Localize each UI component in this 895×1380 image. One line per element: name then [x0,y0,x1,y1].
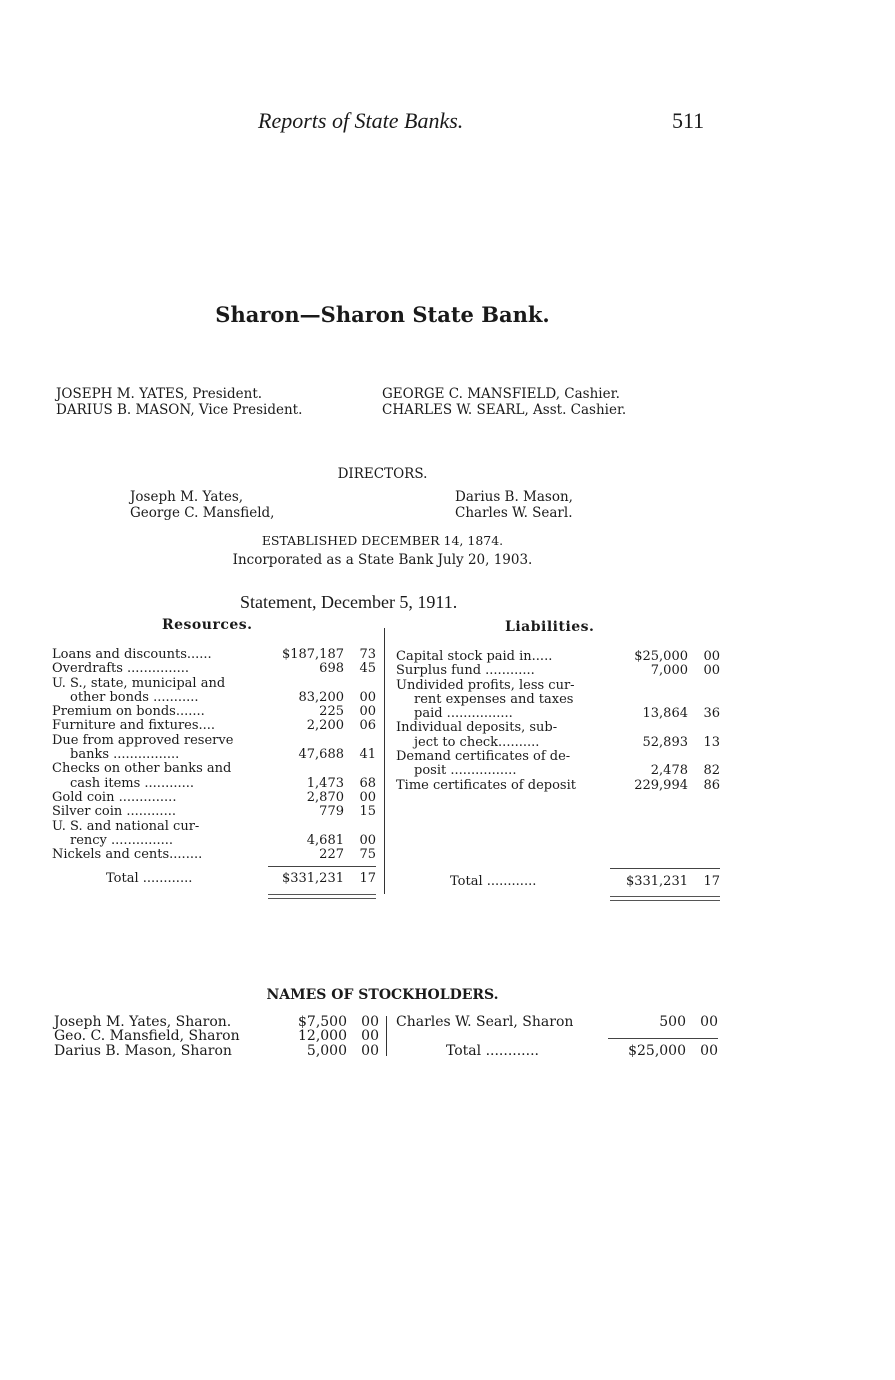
resource-row-cents: 06 [359,718,376,734]
resource-row-cents: 75 [359,847,376,863]
liability-row-label: Surplus fund ............ [396,663,535,679]
resource-row-cents: 00 [359,789,376,805]
resource-row [52,691,376,705]
resource-row-label: banks ................ [70,747,180,763]
stockholder-row-dollars: 500 [659,1014,686,1030]
resource-row-dollars: 2,200 [306,718,344,734]
liabilities-total-rule [610,868,720,869]
liabilities-table [396,650,720,793]
resource-row [52,805,376,819]
liability-row-cents: 36 [703,706,720,722]
resource-row-label: Checks on other banks and [52,761,232,777]
total-dollars: $331,231 [625,874,688,889]
resource-row-cents: 00 [359,689,376,705]
officer-vice-president: DARIUS B. MASON, Vice President. [56,402,303,418]
stockholder-row-label: Charles W. Searl, Sharon [396,1014,574,1030]
liability-row-label: paid ................ [414,706,513,722]
stockholder-row-cents: 00 [700,1014,718,1030]
resource-row-cents: 00 [359,832,376,848]
resource-row-dollars: 83,200 [298,689,344,705]
liabilities-heading: Liabilities. [505,619,595,635]
liability-row [396,664,720,678]
resource-row-dollars: 227 [319,847,344,863]
stockholder-row [54,1015,379,1029]
resource-row-dollars: 4,681 [306,832,344,848]
liability-row-cents: 00 [703,663,720,679]
statement-title: Statement, December 5, 1911. [240,592,458,612]
resource-row-label: cash items ............ [70,775,195,791]
resource-row [52,677,376,691]
total-dollars: $331,231 [281,871,344,886]
stockholder-row-dollars: 12,000 [298,1028,347,1045]
resource-row-cents: 41 [359,747,376,763]
running-title: Reports of State Banks. [258,108,464,133]
resource-row-cents: 73 [359,647,376,662]
resource-row [52,820,376,834]
liability-row [396,750,720,764]
liability-row [396,679,720,693]
liability-row-label: Demand certificates of de- [396,749,571,765]
stockholder-row-cents: 00 [361,1028,379,1045]
liability-row [396,650,720,664]
stockholder-row-dollars: $7,500 [298,1014,347,1030]
resource-row [52,762,376,776]
resource-row [52,748,376,762]
liability-row-dollars: 7,000 [650,663,688,679]
total-label: Total ............ [106,871,193,886]
stockholder-row-label: Joseph M. Yates, Sharon. [54,1014,232,1030]
resource-row-label: Premium on bonds....... [52,704,205,720]
liability-row-label: Time certificates of deposit [396,777,576,793]
directors-left [130,489,274,521]
liabilities-total-row [396,875,720,890]
directors-heading: DIRECTORS. [337,466,428,482]
resource-row [52,719,376,733]
liability-row-label: Undivided profits, less cur- [396,677,575,693]
director-name: George C. Mansfield, [130,505,275,521]
liability-row [396,779,720,793]
resource-row-label: Silver coin ............ [52,804,176,820]
resource-row [52,734,376,748]
resource-row-label: Due from approved reserve [52,732,234,748]
resource-row [52,848,376,862]
liabilities-double-rule [610,896,720,901]
resource-row-label: U. S., state, municipal and [52,675,226,691]
liability-row-label: Capital stock paid in..... [396,649,553,664]
stockholder-row [54,1044,379,1058]
resource-row-label: Furniture and fixtures.... [52,718,216,734]
resource-row-label: other bonds ........... [70,689,199,705]
liability-row-cents: 13 [703,734,720,750]
resources-table [52,648,376,862]
total-cents: 00 [700,1043,718,1059]
director-name: Darius B. Mason, [455,489,573,505]
director-name: Joseph M. Yates, [130,489,244,505]
column-divider [384,628,385,894]
resource-row-label: Gold coin .............. [52,789,177,805]
resource-row-label: Overdrafts ............... [52,661,190,677]
liability-row-cents: 86 [703,777,720,793]
resources-double-rule [268,894,376,899]
resources-total-row [52,872,376,887]
liability-row-dollars: 229,994 [634,777,688,793]
total-cents: 17 [359,871,376,886]
bank-title: Sharon—Sharon State Bank. [215,302,550,327]
stockholders-divider [386,1016,387,1056]
resource-row-label: rency ............... [70,832,174,848]
stockholders-total-rule [608,1038,718,1039]
officer-president: JOSEPH M. YATES, President. [56,386,263,402]
liability-row-dollars: 52,893 [642,734,688,750]
resource-row-dollars: 2,870 [306,789,344,805]
resource-row-label: U. S. and national cur- [52,818,200,834]
stockholder-row-cents: 00 [361,1014,379,1030]
resource-row-cents: 68 [359,775,376,791]
total-label: Total ............ [450,874,537,889]
liability-row-label: ject to check.......... [414,734,540,750]
total-dollars: $25,000 [628,1043,686,1059]
resource-row [52,834,376,848]
stockholders-left [54,1015,379,1058]
liability-row-label: posit ................ [414,763,517,779]
stockholder-row-label: Geo. C. Mansfield, Sharon [54,1028,240,1045]
total-cents: 17 [703,874,720,889]
resource-row-cents: 00 [359,704,376,720]
liability-row [396,721,720,735]
resources-heading: Resources. [162,617,253,633]
resource-row [52,791,376,805]
stockholders-total-row [396,1044,718,1059]
director-name: Charles W. Searl. [455,505,573,521]
stockholder-row-label: Darius B. Mason, Sharon [54,1042,232,1059]
resource-row-dollars: 779 [319,804,344,820]
liability-row-dollars: $25,000 [634,649,688,664]
resource-row-cents: 45 [359,661,376,677]
stockholder-row [396,1015,718,1029]
liability-row-dollars: 2,478 [650,763,688,779]
liability-row [396,693,720,707]
resource-row-dollars: 1,473 [306,775,344,791]
stockholders-right [396,1015,718,1029]
resource-row-dollars: $187,187 [281,647,344,662]
total-label: Total ............ [446,1043,539,1059]
liability-row [396,736,720,750]
resource-row-cents: 15 [359,804,376,820]
stockholder-row-dollars: 5,000 [306,1042,347,1059]
liability-row [396,764,720,778]
resource-row-dollars: 47,688 [298,747,344,763]
stockholders-heading: NAMES OF STOCKHOLDERS. [266,987,499,1003]
officer-asst-cashier: CHARLES W. SEARL, Asst. Cashier. [382,402,627,418]
page-number: 511 [672,108,705,133]
officers-right [382,386,626,418]
liability-row-label: Individual deposits, sub- [396,720,558,736]
incorporated-date: Incorporated as a State Bank July 20, 1903. [232,552,533,568]
resource-row [52,648,376,662]
liability-row-label: rent expenses and taxes [414,691,574,707]
stockholder-row-cents: 00 [361,1042,379,1059]
directors-right [455,489,573,521]
resource-row-label: Loans and discounts...... [52,647,212,662]
officers-left [56,386,302,418]
resources-total-rule [268,866,376,867]
resource-row-dollars: 698 [319,661,344,677]
stockholder-row [54,1029,379,1043]
liability-row-cents: 00 [703,649,720,664]
liability-row-dollars: 13,864 [642,706,688,722]
resource-row [52,777,376,791]
resource-row-dollars: 225 [319,704,344,720]
resource-row [52,705,376,719]
liability-row-cents: 82 [703,763,720,779]
established-date: ESTABLISHED DECEMBER 14, 1874. [261,533,504,548]
resource-row-label: Nickels and cents........ [52,847,203,863]
resource-row [52,662,376,676]
liability-row [396,707,720,721]
officer-cashier: GEORGE C. MANSFIELD, Cashier. [382,386,620,402]
